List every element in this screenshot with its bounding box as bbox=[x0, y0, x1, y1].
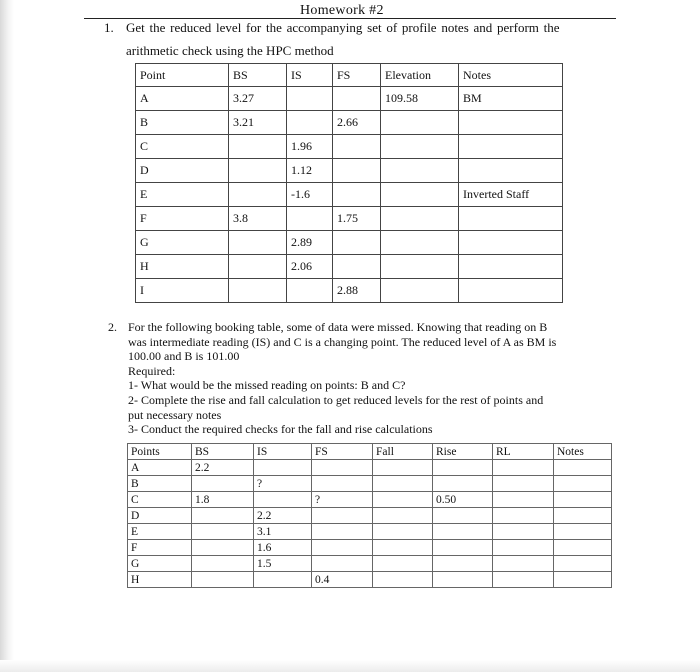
question-1-text-line-1: Get the reduced level for the accompanying set of profile notes and perform the bbox=[126, 20, 560, 35]
table-cell bbox=[254, 460, 312, 476]
table-cell bbox=[373, 476, 433, 492]
table-cell: H bbox=[136, 255, 229, 279]
table-cell bbox=[554, 508, 612, 524]
table-cell bbox=[312, 460, 373, 476]
column-header: IS bbox=[254, 444, 312, 460]
table-row bbox=[136, 183, 563, 207]
table-cell bbox=[459, 135, 563, 159]
table-cell: I bbox=[136, 279, 229, 303]
table-cell bbox=[433, 556, 493, 572]
table-cell bbox=[433, 476, 493, 492]
table-cell bbox=[493, 492, 554, 508]
table-cell: 1.6 bbox=[254, 540, 312, 556]
table-cell bbox=[381, 111, 459, 135]
table-cell bbox=[433, 524, 493, 540]
column-header: BS bbox=[192, 444, 254, 460]
table-cell: C bbox=[136, 135, 229, 159]
table-row bbox=[136, 231, 563, 255]
table-cell: 3.21 bbox=[229, 111, 287, 135]
table-cell: 0.50 bbox=[433, 492, 493, 508]
table-cell bbox=[333, 135, 381, 159]
table-cell: 1.12 bbox=[287, 159, 333, 183]
table-cell bbox=[381, 255, 459, 279]
table-cell bbox=[493, 508, 554, 524]
table-cell: 1.8 bbox=[192, 492, 254, 508]
table-cell bbox=[229, 231, 287, 255]
table-cell bbox=[493, 556, 554, 572]
required-heading: Required: bbox=[128, 363, 176, 378]
question-1-number: 1. bbox=[104, 20, 114, 35]
column-header: Fall bbox=[373, 444, 433, 460]
table-cell bbox=[312, 540, 373, 556]
page-bottom-shadow bbox=[0, 660, 700, 672]
table-cell: B bbox=[136, 111, 229, 135]
table-cell bbox=[554, 492, 612, 508]
table-header-row bbox=[128, 444, 612, 460]
table-cell: A bbox=[128, 460, 192, 476]
table-cell bbox=[287, 87, 333, 111]
column-header: BS bbox=[229, 64, 287, 87]
table-cell: 3.1 bbox=[254, 524, 312, 540]
table-cell bbox=[192, 540, 254, 556]
page-title: Homework #2 bbox=[300, 3, 384, 18]
table-cell bbox=[493, 524, 554, 540]
requirement-3: 3- Conduct the required checks for the fall and rise calculations bbox=[128, 422, 433, 437]
table-cell bbox=[229, 159, 287, 183]
table-cell bbox=[381, 279, 459, 303]
table-cell bbox=[459, 231, 563, 255]
table-cell bbox=[493, 572, 554, 588]
table-cell: 1.5 bbox=[254, 556, 312, 572]
table-cell bbox=[287, 111, 333, 135]
table-cell: BM bbox=[459, 87, 563, 111]
requirement-2: 2- Complete the rise and fall calculation to get reduced levels for the rest of points and bbox=[128, 392, 544, 407]
table-cell: F bbox=[136, 207, 229, 231]
table-cell: G bbox=[128, 556, 192, 572]
question-2-line: 100.00 and B is 101.00 bbox=[128, 349, 240, 364]
table-cell: E bbox=[136, 183, 229, 207]
table-cell bbox=[554, 476, 612, 492]
booking-table bbox=[127, 443, 612, 588]
table-row bbox=[128, 572, 612, 588]
table-cell: Inverted Staff bbox=[459, 183, 563, 207]
table-cell bbox=[333, 255, 381, 279]
table-cell bbox=[373, 508, 433, 524]
question-2-text bbox=[128, 320, 628, 437]
table-cell bbox=[554, 572, 612, 588]
table-cell bbox=[433, 572, 493, 588]
column-header: FS bbox=[312, 444, 373, 460]
table-cell bbox=[333, 87, 381, 111]
table-cell bbox=[554, 556, 612, 572]
table-row bbox=[136, 87, 563, 111]
question-2-number: 2. bbox=[108, 320, 117, 334]
column-header: Elevation bbox=[381, 64, 459, 87]
table-row bbox=[128, 540, 612, 556]
table-cell bbox=[312, 556, 373, 572]
table-cell bbox=[229, 255, 287, 279]
column-header: Points bbox=[128, 444, 192, 460]
table-cell bbox=[459, 159, 563, 183]
table-row bbox=[136, 159, 563, 183]
table-cell bbox=[459, 255, 563, 279]
table-row bbox=[128, 476, 612, 492]
table-row bbox=[128, 524, 612, 540]
table-cell: D bbox=[128, 508, 192, 524]
table-cell: A bbox=[136, 87, 229, 111]
table-cell bbox=[373, 524, 433, 540]
table-cell bbox=[192, 556, 254, 572]
table-cell bbox=[254, 492, 312, 508]
table-cell: D bbox=[136, 159, 229, 183]
table-cell: E bbox=[128, 524, 192, 540]
table-cell bbox=[554, 524, 612, 540]
table-cell bbox=[554, 460, 612, 476]
table-cell bbox=[373, 572, 433, 588]
table-cell: 2.2 bbox=[254, 508, 312, 524]
table-cell bbox=[229, 279, 287, 303]
table-cell bbox=[554, 540, 612, 556]
table-cell bbox=[229, 183, 287, 207]
column-header: FS bbox=[333, 64, 381, 87]
table-cell bbox=[192, 476, 254, 492]
table-cell bbox=[373, 492, 433, 508]
table-cell bbox=[254, 572, 312, 588]
table-cell bbox=[433, 540, 493, 556]
table-row bbox=[136, 255, 563, 279]
table-cell: ? bbox=[312, 492, 373, 508]
question-2-line: was intermediate reading (IS) and C is a changing point. The reduced level of A as BM is bbox=[128, 334, 557, 349]
table-cell: 2.89 bbox=[287, 231, 333, 255]
page-edge-shadow bbox=[0, 0, 14, 672]
table-cell: B bbox=[128, 476, 192, 492]
column-header: IS bbox=[287, 64, 333, 87]
table-cell: F bbox=[128, 540, 192, 556]
table-cell bbox=[381, 183, 459, 207]
table-row bbox=[136, 111, 563, 135]
table-cell: C bbox=[128, 492, 192, 508]
table-cell bbox=[433, 460, 493, 476]
table-cell bbox=[381, 135, 459, 159]
table-cell: 3.8 bbox=[229, 207, 287, 231]
table-cell bbox=[333, 159, 381, 183]
question-1-text-line-2: arithmetic check using the HPC method bbox=[126, 43, 334, 58]
column-header: Notes bbox=[459, 64, 563, 87]
table-cell bbox=[373, 556, 433, 572]
requirement-1: 1- What would be the missed reading on points: B and C? bbox=[128, 378, 406, 393]
table-cell bbox=[459, 279, 563, 303]
table-cell: 1.75 bbox=[333, 207, 381, 231]
column-header: Point bbox=[136, 64, 229, 87]
table-cell bbox=[312, 508, 373, 524]
table-header-row bbox=[136, 64, 563, 87]
column-header: Notes bbox=[554, 444, 612, 460]
table-cell: 2.2 bbox=[192, 460, 254, 476]
table-cell: -1.6 bbox=[287, 183, 333, 207]
table-cell: H bbox=[128, 572, 192, 588]
table-cell bbox=[373, 460, 433, 476]
table-cell: 1.96 bbox=[287, 135, 333, 159]
table-cell bbox=[459, 207, 563, 231]
column-header: RL bbox=[493, 444, 554, 460]
title-divider bbox=[84, 18, 616, 19]
table-cell bbox=[493, 540, 554, 556]
table-cell bbox=[192, 524, 254, 540]
column-header: Rise bbox=[433, 444, 493, 460]
table-cell: G bbox=[136, 231, 229, 255]
table-cell bbox=[192, 572, 254, 588]
table-cell: 0.4 bbox=[312, 572, 373, 588]
profile-notes-table bbox=[135, 63, 563, 303]
table-row bbox=[128, 492, 612, 508]
table-cell bbox=[493, 476, 554, 492]
table-cell: 3.27 bbox=[229, 87, 287, 111]
table-cell bbox=[381, 207, 459, 231]
table-cell bbox=[433, 508, 493, 524]
table-cell: 2.88 bbox=[333, 279, 381, 303]
table-cell bbox=[373, 540, 433, 556]
table-cell bbox=[287, 279, 333, 303]
table-cell: ? bbox=[254, 476, 312, 492]
table-cell bbox=[229, 135, 287, 159]
table-cell bbox=[287, 207, 333, 231]
table-cell bbox=[493, 460, 554, 476]
requirement-2-cont: put necessary notes bbox=[128, 407, 222, 422]
table-row bbox=[128, 460, 612, 476]
table-cell bbox=[333, 231, 381, 255]
table-row bbox=[136, 207, 563, 231]
table-cell bbox=[381, 159, 459, 183]
table-cell: 109.58 bbox=[381, 87, 459, 111]
table-cell: 2.06 bbox=[287, 255, 333, 279]
table-row bbox=[128, 556, 612, 572]
question-2-line: For the following booking table, some of data were missed. Knowing that reading on B bbox=[128, 320, 548, 334]
table-cell bbox=[312, 524, 373, 540]
table-cell bbox=[381, 231, 459, 255]
table-row bbox=[128, 508, 612, 524]
table-cell bbox=[333, 183, 381, 207]
table-cell bbox=[192, 508, 254, 524]
table-cell: 2.66 bbox=[333, 111, 381, 135]
table-row bbox=[136, 279, 563, 303]
table-cell bbox=[459, 111, 563, 135]
table-cell bbox=[312, 476, 373, 492]
table-row bbox=[136, 135, 563, 159]
